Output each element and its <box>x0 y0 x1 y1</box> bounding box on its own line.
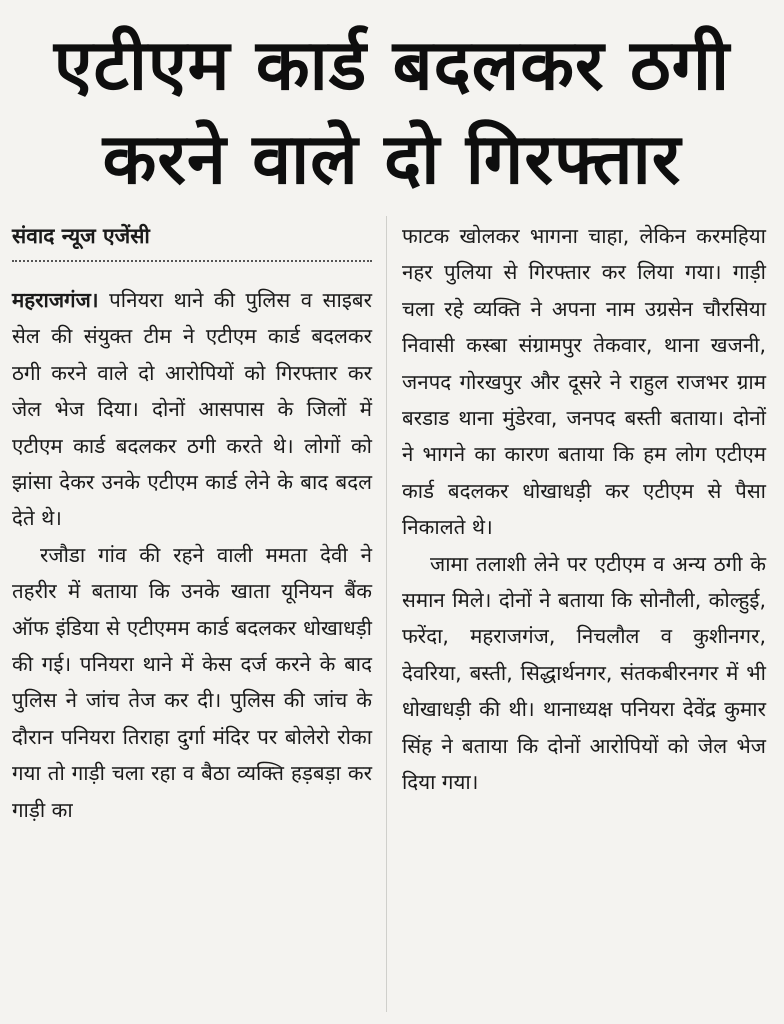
paragraph-1-text: पनियरा थाने की पुलिस व साइबर सेल की संयुक्त टीम ने एटीएम कार्ड बदलकर ठगी करने वाले दो आरोपियों को गिरफ्तार कर जेल भेज दिया। दोनों आसपास के जिलों में एटीएम कार्ड बदलकर ठगी करते थे। लोगों को झांसा देकर उनके एटीएम कार्ड लेने के बाद बदल देते थे। <box>12 288 372 531</box>
article-paragraph-2: रजौडा गांव की रहने वाली ममता देवी ने तहरीर में बताया कि उनके खाता यूनियन बैंक ऑफ इंडिया से एटीएमम कार्ड बदलकर धोखाधड़ी की गई। पनियरा थाने में केस दर्ज करने के बाद पुलिस ने जांच तेज कर दी। पुलिस की जांच के दौरान पनियरा तिराहा दुर्गा मंदिर पर बोलेरो रोका गया तो गाड़ी चला रहा व बैठा व्यक्ति हड़बड़ा कर गाड़ी का <box>12 542 372 822</box>
article-column-right <box>402 218 766 801</box>
headline-line-1: एटीएम कार्ड बदलकर ठगी <box>53 24 731 106</box>
byline: संवाद न्यूज एजेंसी <box>12 224 150 248</box>
column-divider <box>386 216 387 1012</box>
article-column-left <box>12 218 372 828</box>
byline-divider <box>12 260 372 262</box>
headline <box>12 18 772 206</box>
dateline: महराजगंज। <box>12 288 99 312</box>
article-paragraph-1 <box>12 282 372 537</box>
article-paragraph-4: जामा तलाशी लेने पर एटीएम व अन्य ठगी के समान मिले। दोनों ने बताया कि सोनौली, कोल्हुई, फरेंदा, महराजगंज, निचलौल व कुशीनगर, देवरिया, बस्ती, सिद्धार्थनगर, संतकबीरनगर में भी धोखाधड़ी की थी। थानाध्यक्ष पनियरा देवेंद्र कुमार सिंह ने बताया कि दोनों आरोपियों को जेल भेज दिया गया। <box>402 551 766 795</box>
headline-line-2: करने वाले दो गिरफ्तार <box>102 118 682 200</box>
article-paragraph-3: फाटक खोलकर भागना चाहा, लेकिन करमहिया नहर पुलिया से गिरफ्तार कर लिया गया। गाड़ी चला रहे व्यक्ति ने अपना नाम उग्रसेन चौरसिया निवासी कस्बा संग्रामपुर तेकवार, थाना खजनी, जनपद गोरखपुर और दूसरे ने राहुल राजभर ग्राम बरडाड थाना मुंडेरवा, जनपद बस्ती बताया। दोनों ने भागने का कारण बताया कि हम लोग एटीएम कार्ड बदलकर धोखाधड़ी कर एटीएम से पैसा निकालते थे। <box>402 224 766 540</box>
